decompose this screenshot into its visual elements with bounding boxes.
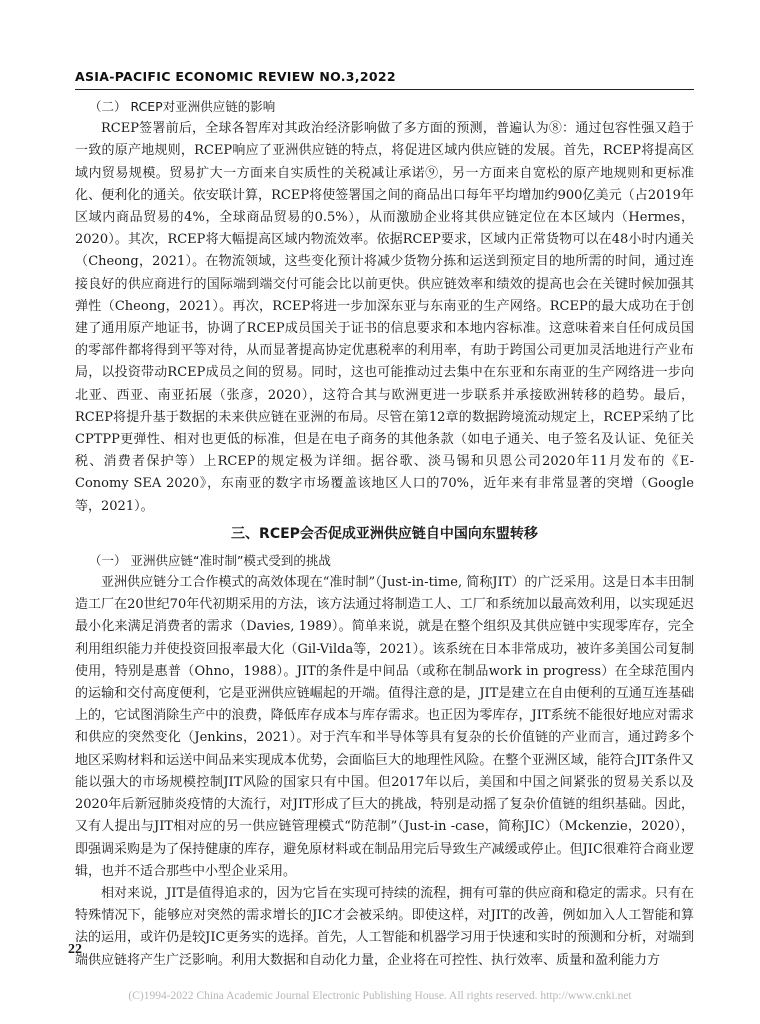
header-divider [75,89,694,90]
article-body [75,96,694,972]
journal-header: ASIA-PACIFIC ECONOMIC REVIEW NO.3,2022 [75,69,396,84]
copyright-footer: (C)1994-2022 China Academic Journal Electronic Publishing House. All rights reserved. http://www.cnki.net [128,990,632,1002]
subsection-heading-rcep-impact: （二） RCEP对亚洲供应链的影响 [89,99,276,114]
paragraph-rcep-impact: RCEP签署前后，全球各智库对其政治经济影响做了多方面的预测，普遍认为⑧：通过包容性强又趋于一致的原产地规则，RCEP响应了亚洲供应链的特点，将促进区域内供应链的发展。首先，RCEP将提高区域内贸易规模。贸易扩大一方面来自实质性的关税减让承诺⑨，另一方面来自宽松的原产地规则和更标准化、便利化的通关。依安联计算，RCEP将使签署国之间的商品出口每年平均增加约900亿美元（占2019年区域内商品贸易的4%，全球商品贸易的0.5%），从而激励企业将其供应链定位在本区域内（Hermes，2020）。其次，RCEP将大幅提高区域内物流效率。依据RCEP要求，区域内正常货物可以在48小时内通关（Cheong，2021）。在物流领域，这些变化预计将减少货物分拣和运送到预定目的地所需的时间，通过连接良好的供应商进行的国际端到端交付可能会比以前更快。供应链效率和绩效的提高也会在关键时候加强其弹性（Cheong，2021）。再次，RCEP将进一步加深东亚与东南亚的生产网络。RCEP的最大成功在于创建了通用原产地证书，协调了RCEP成员国关于证书的信息要求和本地内容标准。这意味着来自任何成员国的零部件都将得到平等对待，从而显著提高协定优惠税率的利用率，有助于跨国公司更加灵活地进行产业布局，以投资带动RCEP成员之间的贸易。同时，这也可能推动过去集中在东亚和东南亚的生产网络进一步向北亚、西亚、南亚拓展（张彦，2020），这符合其与欧洲更进一步联系并承接欧洲转移的趋势。最后，RCEP将提升基于数据的未来供应链在亚洲的布局。尽管在第12章的数据跨境流动规定上，RCEP采纳了比CPTPP更弹性、相对也更低的标准，但是在电子商务的其他条款（如电子通关、电子签名及认证、免征关税、消费者保护等）上RCEP的规定极为详细。据谷歌、淡马锡和贝恩公司2020年11月发布的《E-Conomy SEA 2020》，东南亚的数字市场覆盖该地区人口的70%，近年来有非常显著的突增（Google等，2021）。 [75,121,694,514]
paragraph-jit-2: 相对来说，JIT是值得追求的，因为它旨在实现可持续的流程，拥有可靠的供应商和稳定的需求。只有在特殊情况下，能够应对突然的需求增长的JIC才会被采纳。即使这样，对JIT的改善，例如加入人工智能和算法的运用，或许仍是较JIC更务实的选择。首先，人工智能和机器学习用于快速和实时的预测和分析，对端到端供应链将产生广泛影响。利用大数据和自动化力量，企业将在可控性、执行效率、质量和盈利能力方 [75,885,694,968]
subsection-heading-jit-challenge: （一） 亚洲供应链“准时制”模式受到的挑战 [89,552,331,568]
page-number: 22 [68,942,82,957]
paragraph-jit-1: 亚洲供应链分工合作模式的高效体现在“准时制”（Just-in-time, 简称JIT）的广泛采用。这是日本丰田制造工厂在20世纪70年代初期采用的方法，该方法通过将制造工人、工厂和系统加以最高效利用，以实现延迟最小化来满足消费者的需求（Davies, 1989）。简单来说，就是在整个组织及其供应链中实现零库存，完全利用组织能力并使投资回报率最大化（Gil-Vilda等，2021）。该系统在日本非常成功，被许多美国公司复制使用，特别是惠普（Ohno，1988）。JIT的条件是中间品（或称在制品work in progress）在全球范围内的运输和交付高度便利，它是亚洲供应链崛起的开端。值得注意的是，JIT是建立在自由便利的互通互连基础上的，它试图消除生产中的浪费，降低库存成本与库存需求。也正因为零库存，JIT系统不能很好地应对需求和供应的突然变化（Jenkins，2021）。对于汽车和半导体等具有复杂的长价值链的产业而言，通过跨多个地区采购材料和运送中间品来实现成本优势，会面临巨大的地理性风险。在整个亚洲区域，能符合JIT条件又能以强大的市场规模控制JIT风险的国家只有中国。但2017年以后，美国和中国之间紧张的贸易关系以及2020年后新冠肺炎疫情的大流行，对JIT形成了巨大的挑战，特别是动摇了复杂价值链的组织基础。因此，又有人提出与JIT相对应的另一供应链管理模式“防范制”（Just-in -case，简称JIC）（Mckenzie，2020），即强调采购是为了保持健康的库存，避免原材料或在制品用完后导致生产减缓或停止。但JIC很难符合商业逻辑，也并不适合那些中小型企业采用。 [75,575,694,879]
section-title: 三、RCEP会否促成亚洲供应链自中国向东盟转移 [231,525,538,542]
